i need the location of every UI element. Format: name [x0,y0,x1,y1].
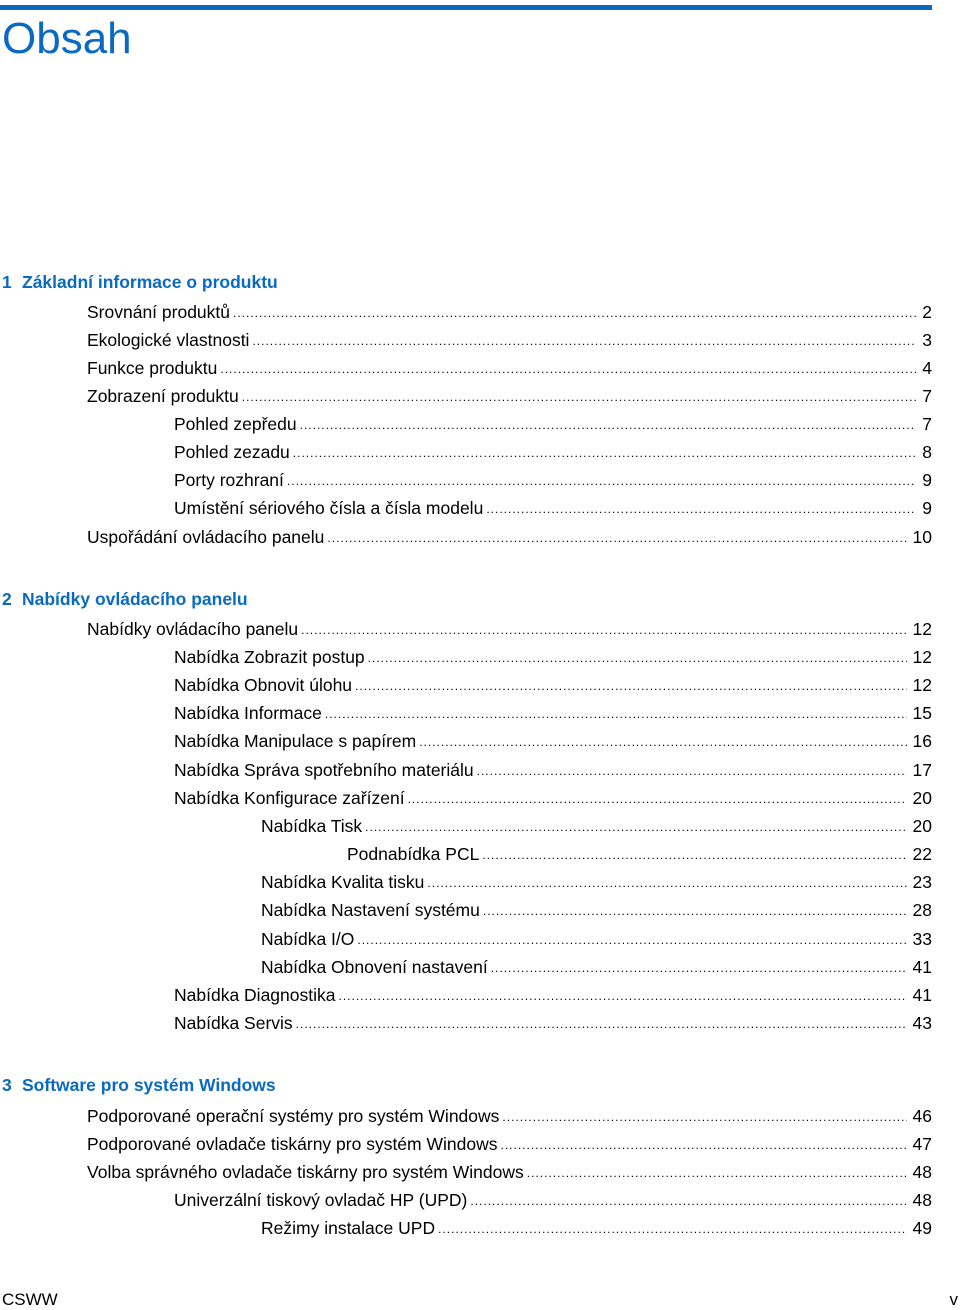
toc-entry[interactable] [174,674,932,696]
dot-leader [486,498,916,520]
dot-leader [220,358,916,380]
chapter-title: Základní informace o produktu [22,272,278,292]
toc-entry-page: 49 [912,1218,932,1238]
chapter-number: 3 [2,1075,12,1095]
chapter-heading-1[interactable] [2,271,278,293]
toc-entry-page: 41 [912,957,932,977]
dot-leader [365,816,906,838]
toc-entry-label: Podporované ovladače tiskárny pro systém Windows [87,1134,498,1154]
toc-entry[interactable] [174,984,932,1006]
dot-leader [296,1013,907,1035]
toc-entry[interactable] [347,843,932,865]
toc-entry-page: 9 [922,498,932,518]
footer-page-number: v [949,1290,958,1309]
dot-leader [502,1106,906,1128]
toc-entry[interactable] [87,1133,932,1155]
toc-entry-page: 17 [912,760,932,780]
dot-leader [368,647,907,669]
dot-leader [482,844,906,866]
toc-entry-label: Nabídka Tisk [261,816,363,836]
toc-entry-label: Uspořádání ovládacího panelu [87,527,325,547]
dot-leader [293,442,916,464]
chapter-heading-2[interactable] [2,588,248,610]
toc-entry-label: Volba správného ovladače tiskárny pro systém Windows [87,1162,524,1182]
toc-entry-page: 2 [922,302,932,322]
chapter-title: Nabídky ovládacího panelu [22,589,248,609]
dot-leader [325,703,907,725]
toc-entry[interactable] [174,413,932,435]
toc-entry-page: 48 [912,1162,932,1182]
dot-leader [301,619,906,641]
toc-entry-page: 41 [912,985,932,1005]
dot-leader [242,386,917,408]
toc-entry[interactable] [174,497,932,519]
toc-entry[interactable] [87,1105,932,1127]
toc-entry[interactable] [174,730,932,752]
dot-leader [355,675,906,697]
toc-entry-page: 12 [912,647,932,667]
toc-entry[interactable] [87,301,932,323]
toc-entry-page: 15 [912,703,932,723]
toc-entry-page: 20 [912,788,932,808]
toc-entry-label: Nabídka Manipulace s papírem [174,731,417,751]
toc-entry[interactable] [87,385,932,407]
toc-entry-label: Funkce produktu [87,358,218,378]
dot-leader [233,302,916,324]
toc-entry-page: 48 [912,1190,932,1210]
chapter-title: Software pro systém Windows [22,1075,276,1095]
toc-entry-page: 12 [912,619,932,639]
toc-entry[interactable] [174,759,932,781]
toc-entry-page: 43 [912,1013,932,1033]
chapter-number: 1 [2,272,12,292]
toc-entry-label: Nabídka Obnovit úlohu [174,675,353,695]
toc-entry-label: Zobrazení produktu [87,386,239,406]
toc-entry-label: Pohled zezadu [174,442,290,462]
toc-entry-page: 4 [922,358,932,378]
toc-entry[interactable] [174,787,932,809]
dot-leader [327,527,906,549]
toc-entry-page: 8 [922,442,932,462]
dot-leader [338,985,906,1007]
toc-entry[interactable] [87,357,932,379]
toc-entry[interactable] [174,646,932,668]
toc-entry[interactable] [261,1217,932,1239]
toc-entry-page: 7 [922,386,932,406]
toc-entry-label: Nabídka Obnovení nastavení [261,957,488,977]
toc-entry-label: Nabídka Zobrazit postup [174,647,365,667]
dot-leader [427,872,906,894]
toc-entry-page: 46 [912,1106,932,1126]
toc-entry[interactable] [174,441,932,463]
toc-entry[interactable] [87,526,932,548]
dot-leader [527,1162,907,1184]
toc-entry[interactable] [174,1012,932,1034]
toc-entry-label: Nabídka Správa spotřebního materiálu [174,760,474,780]
toc-entry-label: Pohled zepředu [174,414,297,434]
toc-entry[interactable] [87,329,932,351]
toc-entry-label: Režimy instalace UPD [261,1218,436,1238]
toc-entry-label: Univerzální tiskový ovladač HP (UPD) [174,1190,468,1210]
toc-entry[interactable] [261,815,932,837]
toc-entry-label: Srovnání produktů [87,302,231,322]
toc-entry[interactable] [261,928,932,950]
toc-entry-label: Umístění sériového čísla a čísla modelu [174,498,484,518]
dot-leader [252,330,916,352]
toc-entry-label: Nabídka I/O [261,929,355,949]
toc-entry-page: 23 [912,872,932,892]
dot-leader [477,760,907,782]
toc-entry[interactable] [261,956,932,978]
toc-entry-page: 12 [912,675,932,695]
dot-leader [408,788,907,810]
toc-entry-page: 33 [912,929,932,949]
chapter-heading-3[interactable] [2,1074,276,1096]
toc-entry[interactable] [87,618,932,640]
dot-leader [500,1134,906,1156]
dot-leader [419,731,906,753]
toc-entry-page: 47 [912,1134,932,1154]
dot-leader [438,1218,906,1240]
toc-entry-page: 7 [922,414,932,434]
toc-entry-page: 9 [922,470,932,490]
toc-entry-page: 20 [912,816,932,836]
toc-entry-label: Podporované operační systémy pro systém Windows [87,1106,500,1126]
toc-entry[interactable] [174,702,932,724]
toc-entry-label: Nabídka Servis [174,1013,293,1033]
toc-entry-label: Podnabídka PCL [347,844,480,864]
toc-entry-label: Nabídka Kvalita tisku [261,872,425,892]
toc-entry-label: Nabídka Informace [174,703,322,723]
dot-leader [300,414,917,436]
toc-entry-page: 28 [912,900,932,920]
toc-entry-label: Nabídky ovládacího panelu [87,619,299,639]
toc-entry[interactable] [87,1161,932,1183]
page-title: Obsah [2,14,132,63]
footer-doc-code: CSWW [2,1290,58,1309]
toc-entry-label: Ekologické vlastnosti [87,330,250,350]
dot-leader [357,929,906,951]
header-rule [0,5,932,10]
toc-entry-page: 10 [912,527,932,547]
toc-entry[interactable] [261,899,932,921]
toc-entry-label: Nabídka Konfigurace zařízení [174,788,405,808]
dot-leader [491,957,907,979]
toc-entry[interactable] [261,871,932,893]
toc-entry-page: 3 [922,330,932,350]
toc-entry-label: Nabídka Nastavení systému [261,900,480,920]
toc-entry[interactable] [174,469,932,491]
dot-leader [483,900,907,922]
toc-entry-label: Nabídka Diagnostika [174,985,336,1005]
dot-leader [470,1190,906,1212]
toc-entry-page: 22 [912,844,932,864]
chapter-number: 2 [2,589,12,609]
dot-leader [287,470,916,492]
toc-entry-label: Porty rozhraní [174,470,284,490]
toc-entry[interactable] [174,1189,932,1211]
toc-entry-page: 16 [912,731,932,751]
